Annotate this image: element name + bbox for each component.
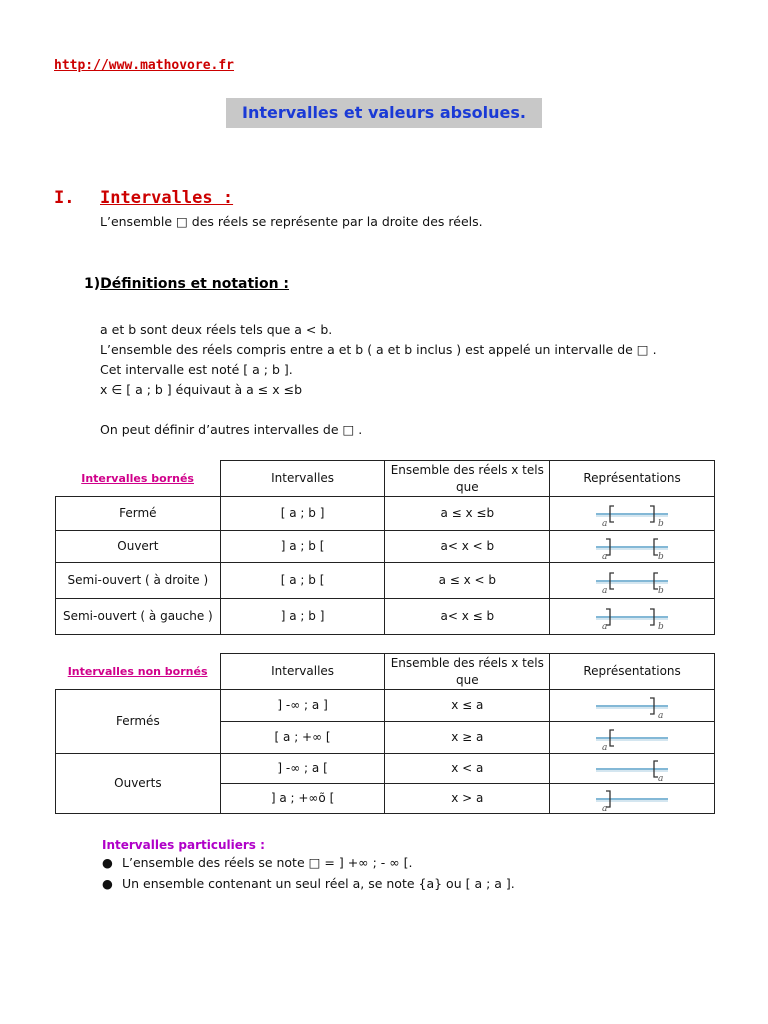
- representation-cell: [550, 563, 715, 599]
- table-row: [56, 754, 715, 784]
- interval-notation: ] a ; b [: [220, 531, 385, 563]
- interval-notation: ] a ; b ]: [220, 599, 385, 635]
- label-b: b: [658, 621, 664, 630]
- table-row: [56, 690, 715, 722]
- label-b: b: [658, 551, 664, 560]
- table-header-cell: Ensemble des réels x tels que: [385, 461, 550, 497]
- list-item: ● L’ensemble des réels se note □ = ] +∞ ; - ∞ [.: [100, 852, 515, 873]
- bullet-icon: ●: [102, 876, 113, 891]
- interval-notation: [ a ; b [: [220, 563, 385, 599]
- section-title: Intervalles :: [100, 188, 234, 208]
- table-row: [56, 531, 715, 563]
- section-number: I.: [54, 188, 75, 208]
- definition-line: x ∈ [ a ; b ] équivaut à a ≤ x ≤b: [100, 382, 303, 397]
- representation-cell: [550, 784, 715, 814]
- label-a: a: [602, 803, 608, 812]
- site-link[interactable]: http://www.mathovore.fr: [54, 58, 235, 73]
- set-condition: x ≤ a: [385, 690, 550, 722]
- table-row: [56, 599, 715, 635]
- set-condition: a ≤ x < b: [385, 563, 550, 599]
- section-heading: [54, 188, 233, 208]
- number-line: [592, 725, 672, 751]
- table-header-cell: Représentations: [550, 654, 715, 690]
- unbounded-intervals-table: [55, 653, 715, 814]
- interval-notation: ] -∞ ; a [: [220, 754, 385, 784]
- set-condition: a< x < b: [385, 531, 550, 563]
- label-a: a: [602, 518, 608, 527]
- particular-intervals-title: Intervalles particuliers :: [102, 838, 265, 852]
- definition-line: L’ensemble des réels compris entre a et b ( a et b inclus ) est appelé un intervalle de □ .: [100, 342, 657, 357]
- set-condition: a ≤ x ≤b: [385, 497, 550, 531]
- page-title: Intervalles et valeurs absolues.: [226, 98, 542, 128]
- representation-cell: [550, 722, 715, 754]
- group-label: Fermés: [56, 690, 221, 754]
- label-a: a: [602, 621, 608, 630]
- set-condition: x > a: [385, 784, 550, 814]
- definition-line: Cet intervalle est noté [ a ; b ].: [100, 362, 293, 377]
- list-item: ● Un ensemble contenant un seul réel a, se note {a} ou [ a ; a ].: [100, 873, 515, 894]
- representation-cell: [550, 690, 715, 722]
- set-condition: x < a: [385, 754, 550, 784]
- number-line: [592, 534, 672, 560]
- subsection-title: Définitions et notation :: [100, 276, 290, 292]
- table-header-cell: Ensemble des réels x tels que: [385, 654, 550, 690]
- label-b: b: [658, 518, 664, 527]
- row-label: Ouvert: [56, 531, 221, 563]
- interval-notation: [ a ; +∞ [: [220, 722, 385, 754]
- table-header-cell: Intervalles bornés: [81, 471, 194, 485]
- bullet-icon: ●: [102, 855, 113, 870]
- label-a: a: [602, 585, 608, 594]
- row-label: Semi-ouvert ( à droite ): [56, 563, 221, 599]
- label-a: a: [602, 551, 608, 560]
- interval-notation: ] -∞ ; a ]: [220, 690, 385, 722]
- row-label: Semi-ouvert ( à gauche ): [56, 599, 221, 635]
- number-line: [592, 604, 672, 630]
- interval-notation: [ a ; b ]: [220, 497, 385, 531]
- particular-intervals-list: [100, 852, 515, 894]
- label-a: a: [658, 710, 664, 719]
- number-line: [592, 786, 672, 812]
- table-header-cell: Intervalles: [220, 654, 385, 690]
- table-header-cell: Représentations: [550, 461, 715, 497]
- table-row: [56, 497, 715, 531]
- set-condition: x ≥ a: [385, 722, 550, 754]
- other-intervals-line: On peut définir d’autres intervalles de □ .: [100, 422, 363, 437]
- number-line: [592, 756, 672, 782]
- table-row: [56, 563, 715, 599]
- label-a: a: [658, 773, 664, 782]
- label-b: b: [658, 585, 664, 594]
- label-a: a: [602, 742, 608, 751]
- number-line: [592, 693, 672, 719]
- group-label: Ouverts: [56, 754, 221, 814]
- bounded-intervals-table: [55, 460, 715, 635]
- representation-cell: [550, 497, 715, 531]
- number-line: [592, 501, 672, 527]
- interval-notation: ] a ; +∞õ [: [220, 784, 385, 814]
- set-condition: a< x ≤ b: [385, 599, 550, 635]
- section-intro: L’ensemble □ des réels se représente par la droite des réels.: [100, 214, 483, 229]
- table-header-cell: Intervalles: [220, 461, 385, 497]
- row-label: Fermé: [56, 497, 221, 531]
- subsection-number: 1): [84, 276, 101, 292]
- representation-cell: [550, 754, 715, 784]
- number-line: [592, 568, 672, 594]
- subsection-heading: [84, 276, 289, 292]
- representation-cell: [550, 599, 715, 635]
- representation-cell: [550, 531, 715, 563]
- table-header-cell: Intervalles non bornés: [67, 664, 208, 678]
- definition-line: a et b sont deux réels tels que a < b.: [100, 322, 333, 337]
